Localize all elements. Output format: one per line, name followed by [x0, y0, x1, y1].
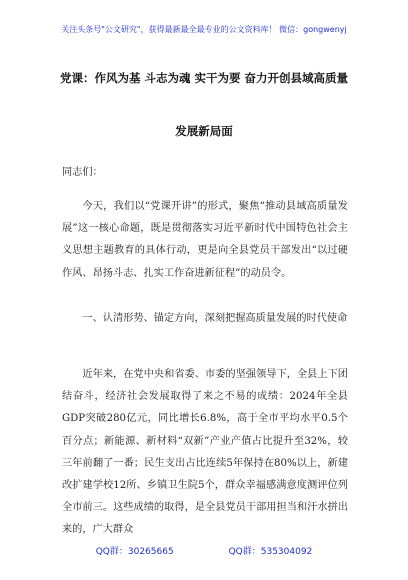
document-title-line-1: 党课：作风为基 斗志为魂 实干为要 奋力开创县域高质量 — [59, 71, 348, 85]
footer-qq-groups — [0, 544, 408, 557]
footer-qq-group-1: QQ群：30265665 — [95, 547, 174, 557]
paragraph-intro: 今天，我们以“党课开讲”的形式，聚焦“推动县域高质量发展”这一核心命题，既是贯彻落实习近平新时代中国特色社会主义思想主题教育的具体行动，更是向全县党员干部发出“以过硬作风、昂扬斗志、扎实工作奋进新征程”的动员令。 — [62, 201, 348, 279]
header-promo-note: 关注头条号"公文研究"，获得最新最全最专业的公文资料库！ 微信：gongwenyj — [61, 25, 347, 34]
footer-qq-group-2: QQ群：535304092 — [228, 547, 313, 557]
section-heading-1: 一、认清形势、锚定方向，深刻把握高质量发展的时代使命 — [82, 313, 348, 324]
document-title-line-2: 发展新局面 — [175, 124, 233, 138]
paragraph-body-1: 近年来，在党中央和省委、市委的坚强领导下，全县上下团结奋斗，经济社会发展取得了来之不易的成绩：2024年全县GDP突破280亿元，同比增长6.8%，高于全市平均水平0.5个百分点；新能源、新材料“双新”产业产值占比提升至32%，较三年前翻了一番；民生支出占比连续5年保持在80%以上，新建改扩建学校12所、乡镇卫生院5个，群众幸福感满意度测评位列全市前三。这些成绩的取得，是全县党员干部用担当和汗水拼出来的，广大群众 — [62, 369, 348, 536]
salutation: 同志们： — [62, 167, 103, 178]
